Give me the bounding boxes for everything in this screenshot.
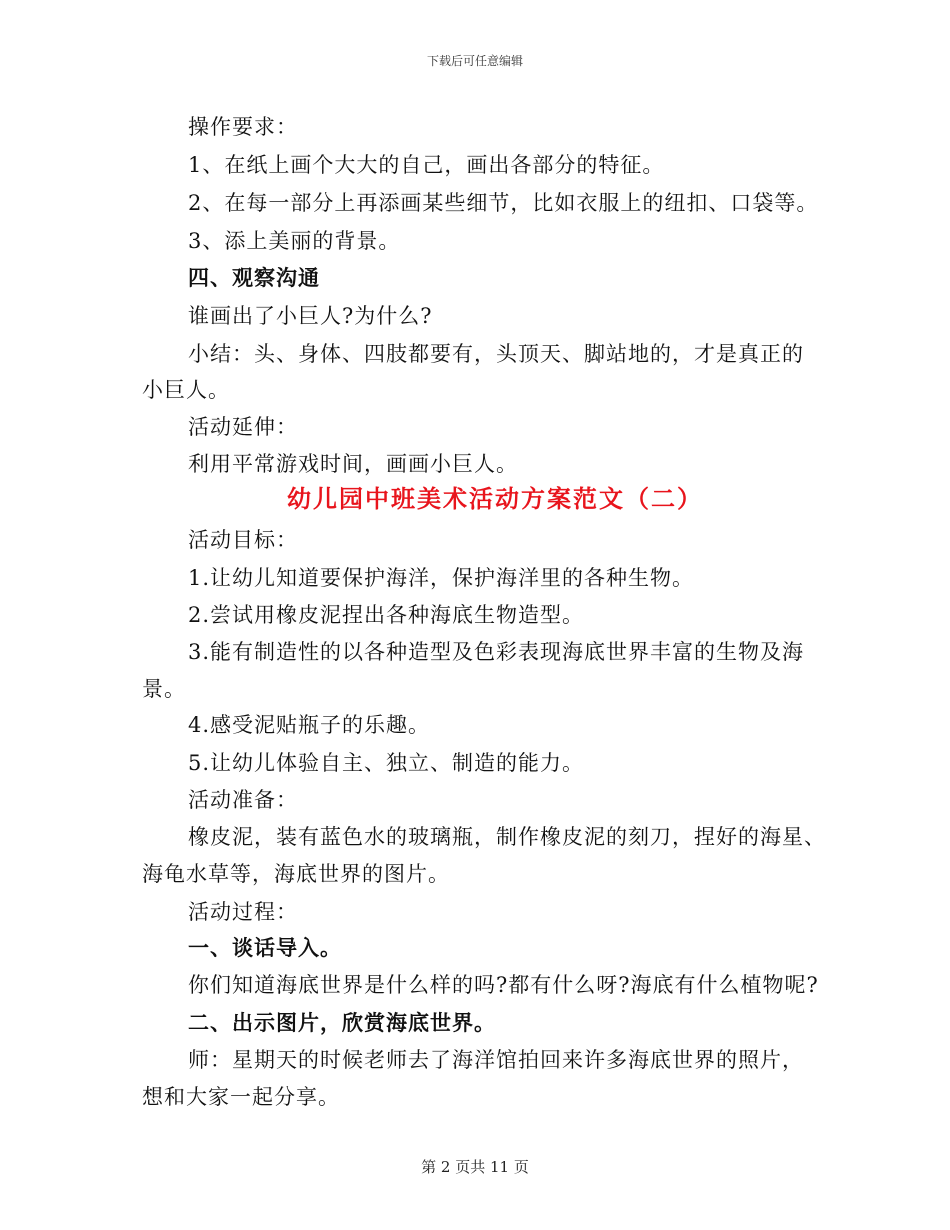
text-line: 你们知道海底世界是什么样的吗?都有什么呀?海底有什么植物呢? — [188, 973, 819, 997]
section-heading: 二、出示图片，欣赏海底世界。 — [188, 1010, 496, 1035]
text-line: 2.尝试用橡皮泥捏出各种海底生物造型。 — [188, 603, 585, 627]
text-line: 谁画出了小巨人?为什么? — [188, 304, 433, 328]
text-line: 3.能有制造性的以各种造型及色彩表现海底世界丰富的生物及海 — [188, 640, 805, 664]
text-line: 师：星期天的时候老师去了海洋馆拍回来许多海底世界的照片， — [188, 1048, 804, 1072]
text-line: 橡皮泥，装有蓝色水的玻璃瓶，制作橡皮泥的刻刀，捏好的海星、 — [188, 825, 826, 849]
text-line: 小结：头、身体、四肢都要有，头顶天、脚站地的，才是真正的 — [188, 342, 804, 366]
text-line: 小巨人。 — [142, 378, 230, 402]
text-line: 利用平常游戏时间，画画小巨人。 — [188, 452, 518, 476]
section-heading: 一、谈话导入。 — [188, 935, 342, 960]
text-line: 活动目标： — [188, 528, 298, 552]
text-line: 3、添上美丽的背景。 — [188, 229, 401, 253]
page-footer: 第 2 页共 11 页 — [421, 1158, 529, 1176]
text-line: 景。 — [142, 677, 186, 701]
section-heading: 四、观察沟通 — [188, 265, 320, 290]
text-line: 4.感受泥贴瓶子的乐趣。 — [188, 713, 431, 737]
text-line: 1.让幼儿知道要保护海洋，保护海洋里的各种生物。 — [188, 566, 695, 590]
page-header: 下载后可任意编辑 — [426, 54, 523, 68]
text-line: 1、在纸上画个大大的自己，画出各部分的特征。 — [188, 153, 665, 177]
text-line: 海龟水草等，海底世界的图片。 — [142, 862, 450, 886]
text-line: 5.让幼儿体验自主、独立、制造的能力。 — [188, 751, 585, 775]
text-line: 想和大家一起分享。 — [142, 1085, 340, 1109]
text-line: 活动过程： — [188, 900, 298, 924]
text-line: 活动准备： — [188, 788, 298, 812]
text-line: 2、在每一部分上再添画某些细节，比如衣服上的纽扣、口袋等。 — [188, 191, 819, 215]
text-line: 操作要求： — [188, 115, 298, 139]
section-title: 幼儿园中班美术活动方案范文（二） — [287, 484, 703, 513]
text-line: 活动延伸： — [188, 415, 298, 439]
